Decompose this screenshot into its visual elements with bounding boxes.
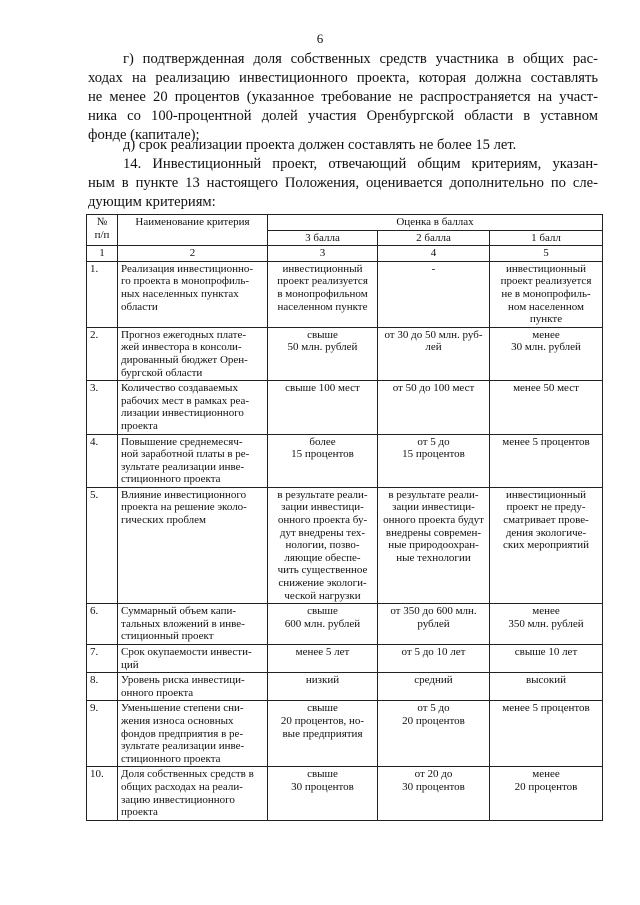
- score-2-cell: [378, 673, 490, 701]
- table-row: [87, 673, 603, 701]
- score-3-cell: [268, 701, 378, 767]
- cell-line: онного проекта: [121, 686, 194, 699]
- paragraph-line: ходах на реализацию инвестиционного проекта, которая должна составлять: [88, 70, 598, 86]
- column-number: 1: [87, 246, 118, 262]
- cell-line: 20 процентов, но-: [280, 714, 365, 727]
- cell-line: сматривает прове-: [503, 514, 589, 527]
- paragraph-line: фонде (капитале);: [88, 127, 200, 143]
- cell-line: чить существенное: [277, 564, 368, 577]
- cell-line: в результате реали-: [388, 488, 479, 501]
- row-number: 4.: [87, 434, 118, 487]
- header-1-point: 1 балл: [490, 230, 603, 246]
- criterion-cell: [118, 434, 268, 487]
- paragraph-g: [88, 50, 598, 145]
- cell-line: рабочих мест в рамках реа-: [121, 394, 250, 407]
- score-2-cell: [378, 767, 490, 820]
- page-number: 6: [316, 31, 324, 46]
- cell-line: 50 млн. рублей: [287, 341, 358, 354]
- score-3-cell: [268, 434, 378, 487]
- cell-line: свыше 100 мест: [285, 382, 360, 395]
- cell-line: менее 5 лет: [295, 646, 350, 658]
- row-number: 7.: [87, 645, 118, 673]
- cell-line: более: [309, 435, 336, 448]
- cell-line: в результате реали-: [277, 488, 368, 501]
- row-number: 10.: [87, 767, 118, 820]
- score-1-cell: [490, 604, 603, 645]
- cell-line: рублей: [417, 617, 450, 630]
- cell-line: ских мероприятий: [502, 539, 590, 552]
- cell-line: 30 процентов: [291, 780, 354, 793]
- cell-line: Уровень риска инвестици-: [121, 674, 245, 687]
- criterion-cell: [118, 487, 268, 603]
- cell-line: свыше: [307, 768, 338, 781]
- cell-line: 20 процентов: [402, 714, 465, 727]
- cell-line: менее 5 процентов: [502, 435, 590, 448]
- cell-line: инвестиционный: [506, 262, 586, 275]
- cell-line: 600 млн. рублей: [284, 617, 361, 630]
- cell-line: жей инвестора в консоли-: [121, 341, 242, 354]
- cell-line: гических проблем: [121, 514, 206, 527]
- cell-line: 20 процентов: [514, 780, 578, 793]
- cell-line: зации инвестици-: [392, 501, 475, 514]
- cell-line: зультате реализации инве-: [121, 460, 245, 473]
- cell-line: ной заработной платы в ре-: [121, 448, 250, 461]
- score-1-cell: [490, 645, 603, 673]
- cell-line: Повышение среднемесяч-: [121, 435, 243, 448]
- score-1-cell: [490, 767, 603, 820]
- cell-line: от 5 до: [417, 702, 450, 715]
- criterion-cell: [118, 645, 268, 673]
- cell-line: Количество создаваемых: [121, 382, 238, 395]
- cell-line: бургской области: [121, 366, 203, 379]
- cell-line: пункте: [529, 313, 563, 326]
- cell-line: нологии, позво-: [285, 539, 360, 552]
- cell-line: тальных вложений в инве-: [121, 617, 245, 630]
- paragraph-line: не менее 20 процентов (указанное требование не распространяется на участ-: [88, 89, 598, 105]
- cell-line: проекта: [121, 419, 158, 432]
- cell-line: 30 процентов: [402, 780, 465, 793]
- table-row: [87, 701, 603, 767]
- cell-line: 350 млн. рублей: [508, 617, 584, 630]
- paragraph-d: [88, 136, 598, 155]
- cell-line: лизации инвестиционного: [121, 407, 244, 420]
- score-3-cell: [268, 767, 378, 820]
- cell-line: проект реализуется: [500, 275, 592, 288]
- cell-line: инвестиционный: [506, 488, 586, 501]
- row-number: 3.: [87, 381, 118, 434]
- cell-line: свыше: [307, 605, 338, 618]
- cell-line: средний: [414, 674, 453, 687]
- criterion-cell: [118, 381, 268, 434]
- cell-line: зультате реализации инве-: [121, 740, 245, 753]
- cell-line: ляющие обеспе-: [284, 551, 361, 564]
- row-number: 8.: [87, 673, 118, 701]
- score-2-cell: [378, 381, 490, 434]
- cell-line: -: [431, 262, 436, 275]
- score-2-cell: [378, 604, 490, 645]
- criterion-cell: [118, 261, 268, 327]
- cell-line: зации инвестици-: [281, 501, 364, 514]
- cell-line: низкий: [305, 674, 340, 687]
- cell-line: от 5 до 10 лет: [401, 646, 466, 658]
- paragraph-line: дующим критериям:: [88, 194, 216, 210]
- cell-line: инвестиционный: [282, 262, 363, 275]
- criterion-cell: [118, 767, 268, 820]
- table-row: [87, 487, 603, 603]
- cell-line: области: [121, 300, 158, 313]
- criterion-cell: [118, 701, 268, 767]
- cell-line: от 50 до 100 мест: [392, 382, 475, 395]
- score-1-cell: [490, 261, 603, 327]
- cell-line: в монопрофильном: [277, 287, 368, 300]
- cell-line: онного проекта будут: [383, 514, 484, 527]
- score-1-cell: [490, 673, 603, 701]
- cell-line: Срок окупаемости инвести-: [121, 646, 252, 658]
- cell-line: общих расходах на реали-: [121, 780, 243, 793]
- score-1-cell: [490, 381, 603, 434]
- column-number: 3: [268, 246, 378, 262]
- cell-line: высокий: [525, 674, 567, 687]
- score-3-cell: [268, 327, 378, 380]
- column-numbering-row: [87, 246, 603, 262]
- cell-line: лей: [425, 341, 442, 354]
- cell-line: Суммарный объем капи-: [121, 605, 237, 618]
- paragraph-line: ным в пункте 13 настоящего Положения, оценивается дополнительно по сле-: [88, 175, 598, 191]
- score-2-cell: [378, 487, 490, 603]
- criteria-table: [86, 214, 603, 821]
- row-number: 9.: [87, 701, 118, 767]
- criterion-cell: [118, 673, 268, 701]
- header-criterion: Наименование критерия: [118, 215, 268, 246]
- paragraph-line: ника со 100-процентной долей участия Оренбургской области в уставном: [88, 108, 598, 124]
- cell-line: свыше 10 лет: [514, 646, 578, 658]
- row-number: 2.: [87, 327, 118, 380]
- cell-line: Доля собственных средств в: [121, 768, 254, 781]
- cell-line: Реализация инвестиционно-: [121, 262, 253, 275]
- table-row: [87, 381, 603, 434]
- cell-line: проект не преду-: [506, 501, 586, 514]
- score-1-cell: [490, 487, 603, 603]
- row-number: 1.: [87, 261, 118, 327]
- header-3-points: 3 балла: [268, 230, 378, 246]
- score-3-cell: [268, 381, 378, 434]
- cell-line: населенном пункте: [277, 300, 368, 313]
- table-body: [87, 261, 603, 820]
- score-3-cell: [268, 487, 378, 603]
- cell-line: проект реализуется: [277, 275, 368, 288]
- cell-line: 15 процентов: [402, 448, 465, 461]
- cell-line: от 5 до: [417, 435, 450, 448]
- cell-line: онного проекта бу-: [277, 514, 368, 527]
- table-row: [87, 434, 603, 487]
- score-1-cell: [490, 434, 603, 487]
- cell-line: вые предприятия: [282, 727, 363, 740]
- cell-line: менее 50 мест: [513, 382, 579, 395]
- cell-line: дут внедрены тех-: [279, 526, 366, 539]
- table-row: [87, 327, 603, 380]
- cell-line: 15 процентов: [291, 448, 354, 461]
- score-3-cell: [268, 604, 378, 645]
- cell-line: проекта: [121, 806, 158, 819]
- cell-line: от 20 до: [414, 768, 453, 781]
- table-row: [87, 604, 603, 645]
- score-2-cell: [378, 645, 490, 673]
- table-row: [87, 767, 603, 820]
- paragraph-14: [88, 155, 598, 212]
- cell-line: стиционного проекта: [121, 473, 221, 486]
- cell-line: менее: [532, 605, 560, 618]
- cell-line: дения экологиче-: [505, 526, 587, 539]
- cell-line: фондов предприятия в ре-: [121, 727, 244, 740]
- cell-line: внедрены современ-: [385, 526, 482, 539]
- header-num: [87, 215, 118, 246]
- cell-line: от 350 до 600 млн.: [390, 605, 477, 618]
- header-score-group: Оценка в баллах: [268, 215, 603, 231]
- table-row: [87, 645, 603, 673]
- score-2-cell: [378, 701, 490, 767]
- paragraph-line: д) срок реализации проекта должен составлять не более 15 лет.: [123, 137, 517, 153]
- table-row: [87, 261, 603, 327]
- cell-line: менее: [532, 768, 560, 781]
- score-1-cell: [490, 327, 603, 380]
- cell-line: стиционного проекта: [121, 752, 221, 765]
- score-2-cell: [378, 434, 490, 487]
- header-num-line: п/п: [94, 228, 110, 241]
- cell-line: ческой нагрузки: [284, 589, 361, 602]
- header-num-line: №: [96, 216, 108, 228]
- score-3-cell: [268, 261, 378, 327]
- cell-line: дированный бюджет Орен-: [121, 353, 248, 366]
- row-number: 6.: [87, 604, 118, 645]
- score-3-cell: [268, 645, 378, 673]
- cell-line: свыше: [307, 328, 338, 341]
- table-header-row: [87, 215, 603, 231]
- cell-line: ных населенных пунктах: [121, 287, 239, 300]
- paragraph-line: г) подтвержденная доля собственных средств участника в общих рас-: [123, 51, 598, 67]
- cell-line: менее 5 процентов: [502, 702, 590, 715]
- cell-line: 30 млн. рублей: [511, 341, 581, 354]
- column-number: 2: [118, 246, 268, 262]
- cell-line: ном населенном: [508, 300, 584, 313]
- cell-line: от 30 до 50 млн. руб-: [384, 328, 483, 341]
- cell-line: го проекта в монопрофиль-: [121, 275, 250, 288]
- cell-line: свыше: [307, 702, 338, 715]
- cell-line: ций: [121, 658, 139, 671]
- score-1-cell: [490, 701, 603, 767]
- score-2-cell: [378, 327, 490, 380]
- score-3-cell: [268, 673, 378, 701]
- column-number: 5: [490, 246, 603, 262]
- paragraph-line: 14. Инвестиционный проект, отвечающий общим критериям, указан-: [123, 156, 598, 172]
- cell-line: стиционный проект: [121, 630, 214, 643]
- score-2-cell: [378, 261, 490, 327]
- cell-line: ные технологии: [396, 551, 471, 564]
- cell-line: не в монопрофиль-: [501, 287, 591, 300]
- cell-line: жения износа основных: [121, 714, 234, 727]
- header-2-points: 2 балла: [378, 230, 490, 246]
- cell-line: проекта на решение эколо-: [121, 501, 247, 514]
- cell-line: Уменьшение степени сни-: [121, 702, 244, 715]
- cell-line: ные природоохран-: [388, 539, 479, 552]
- cell-line: зацию инвестиционного: [121, 793, 235, 806]
- column-number: 4: [378, 246, 490, 262]
- cell-line: менее: [532, 328, 560, 341]
- cell-line: Прогноз ежегодных плате-: [121, 328, 247, 341]
- criterion-cell: [118, 604, 268, 645]
- row-number: 5.: [87, 487, 118, 603]
- cell-line: снижение экологи-: [278, 577, 367, 590]
- criterion-cell: [118, 327, 268, 380]
- cell-line: Влияние инвестиционного: [121, 488, 247, 501]
